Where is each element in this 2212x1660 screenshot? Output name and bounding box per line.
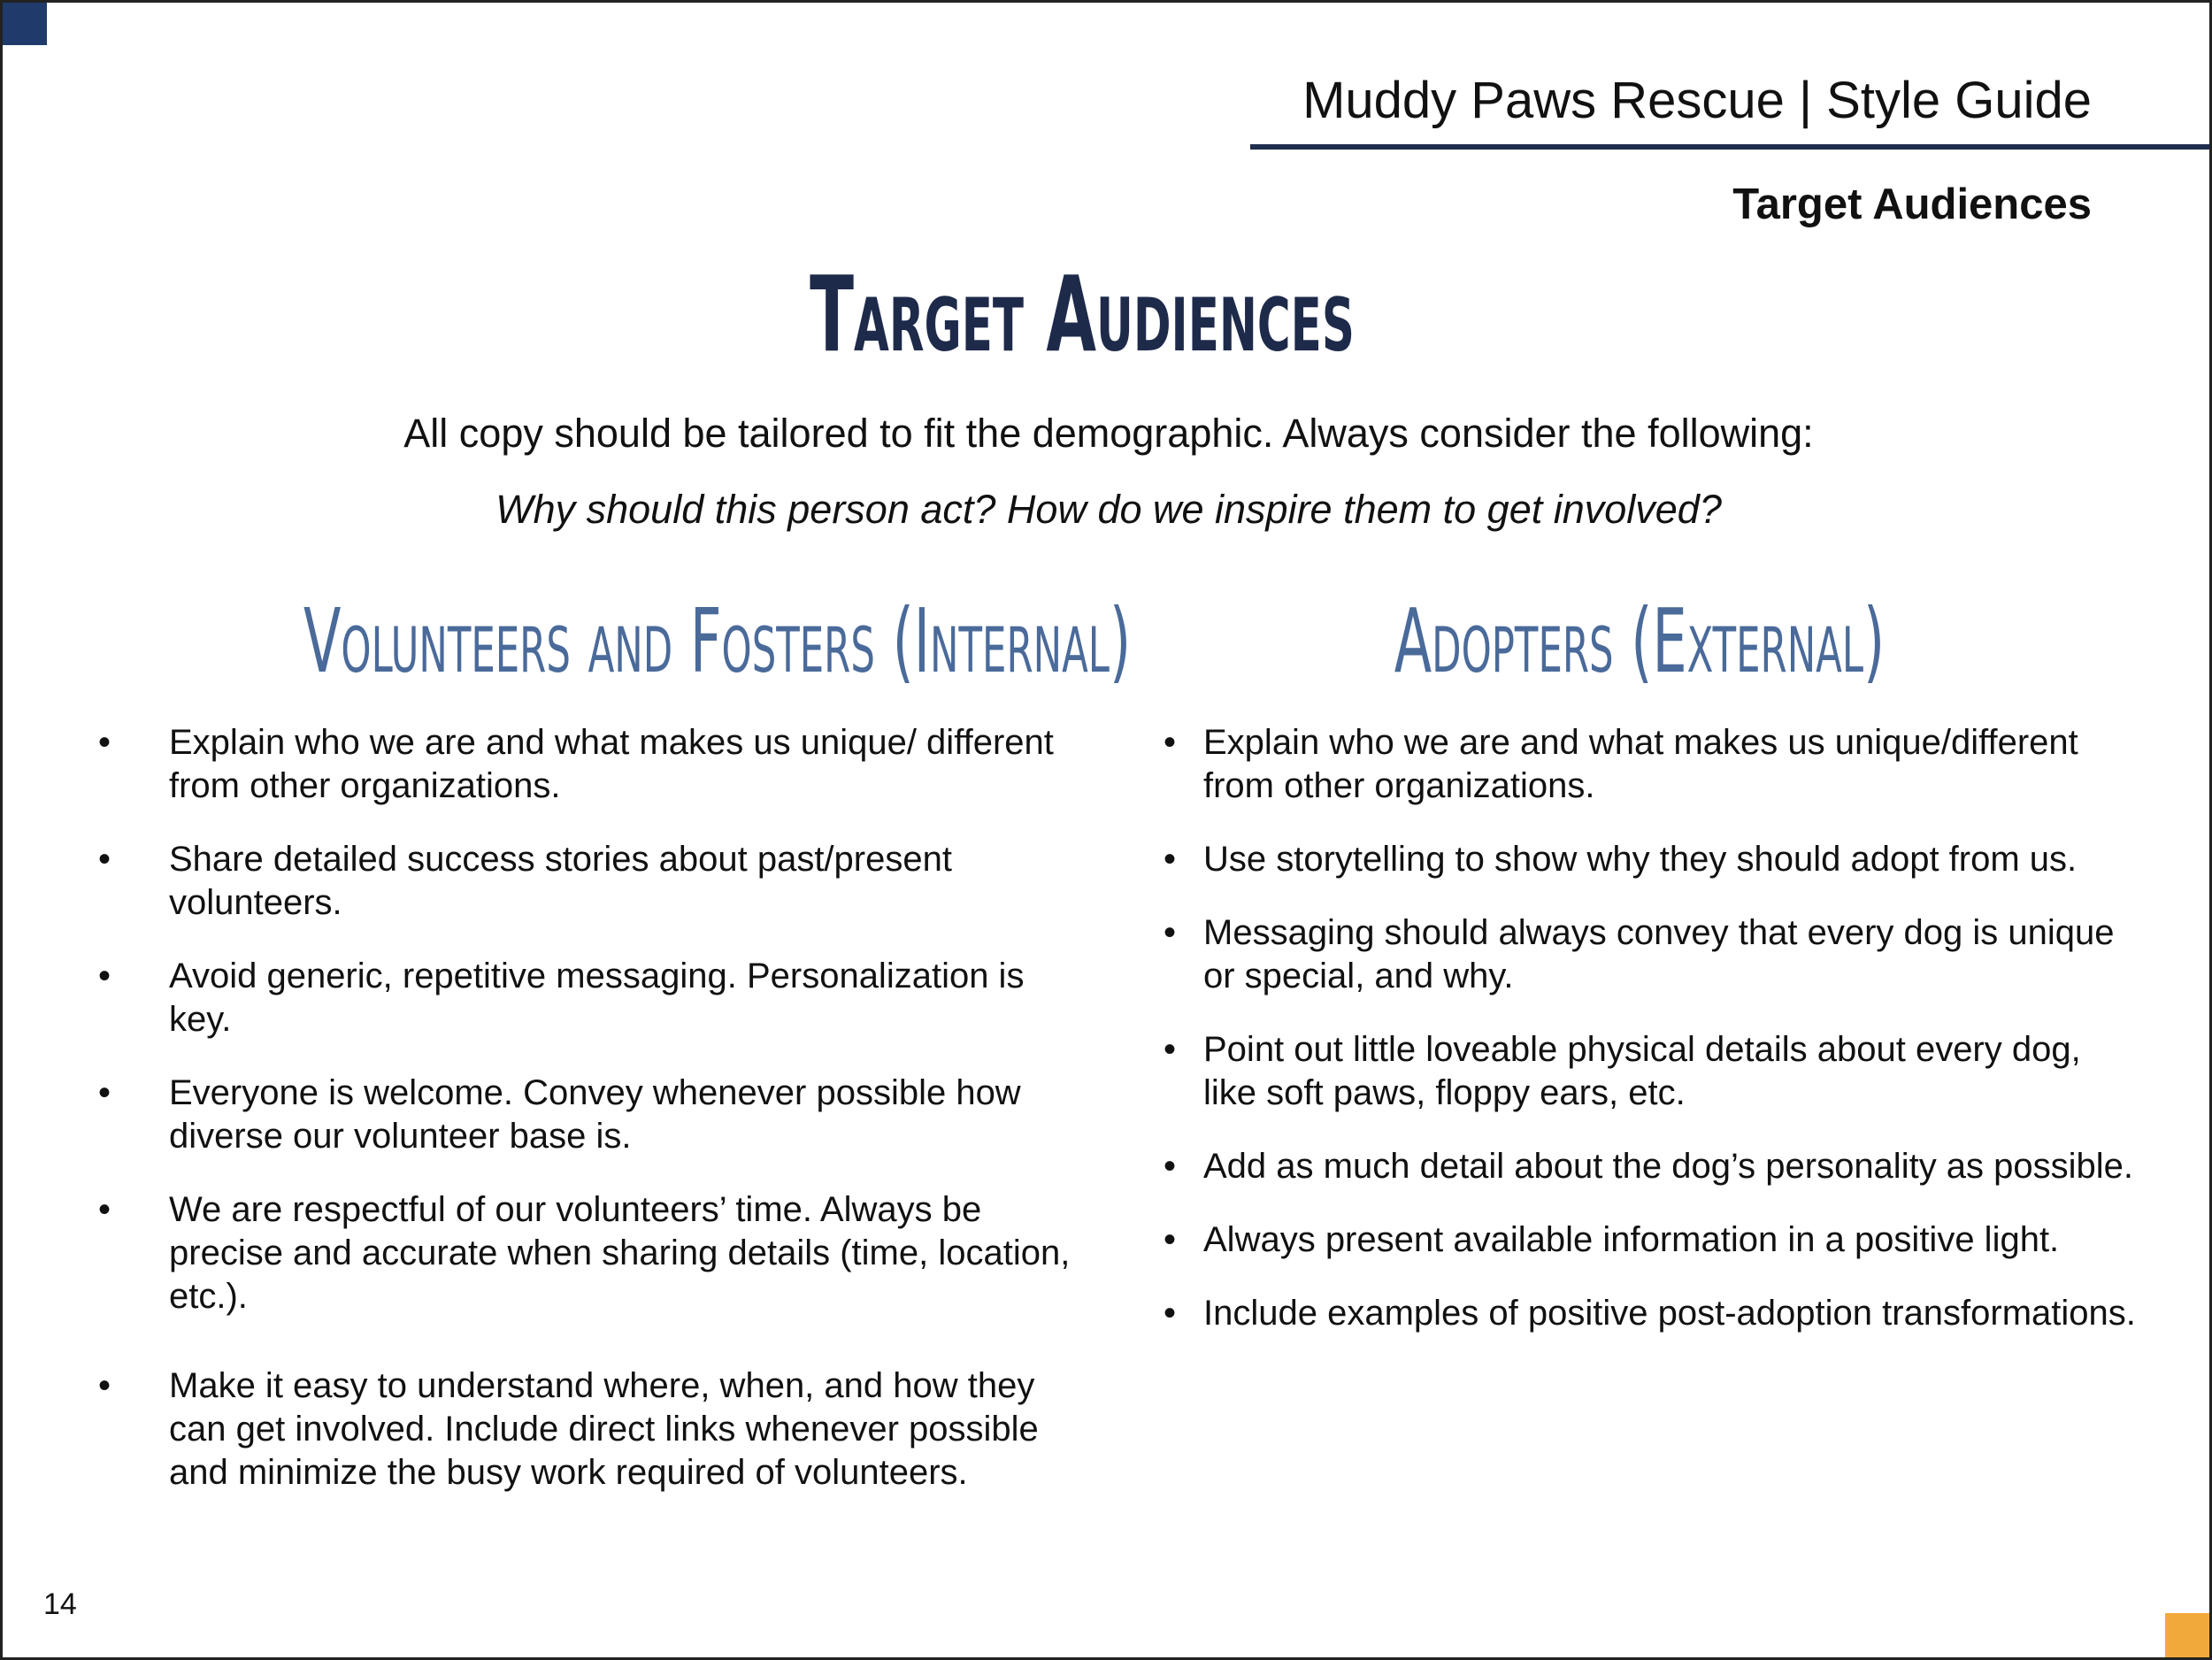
volunteers-column-heading: Volunteers and Fosters (Internal) [303,589,1132,693]
intro-text: All copy should be tailored to fit the demographic. Always consider the following: [403,411,1814,456]
list-item [98,955,1080,1041]
bullet-dot: • [98,957,111,995]
bullet-dot: • [98,1073,111,1112]
bullet-dot: • [98,840,111,879]
document-header-title: Muddy Paws Rescue | Style Guide [1302,72,2092,129]
header-divider-line [1250,144,2209,150]
list-item [98,1364,1080,1495]
list-item [98,1072,1080,1158]
list-item-text: Make it easy to understand where, when, and how they can get involved. Include direct links whenever possible and minimize the busy work required of volunteers. [169,1366,1039,1492]
list-item-text: We are respectful of our volunteers’ time. Always be precise and accurate when sharing details (time, location, etc.). [169,1190,1071,1316]
list-item [1164,1292,2141,1335]
list-item-text: Share detailed success stories about past/present volunteers. [169,840,952,922]
adopters-bullet-list [1164,721,2141,1335]
list-item-text: Explain who we are and what makes us unique/different from other organizations. [1203,723,2078,805]
list-item [1164,838,2141,881]
bullet-dot: • [1164,1294,1177,1333]
list-item-text: Messaging should always convey that every dog is unique or special, and why. [1203,913,2115,995]
list-item [98,838,1080,925]
bullet-dot: • [1164,1147,1177,1186]
list-item [1164,1218,2141,1262]
list-item [98,1188,1080,1318]
bullet-dot: • [98,723,111,762]
guiding-question: Why should this person act? How do we inspire them to get involved? [495,487,1722,532]
volunteers-bullet-list [98,721,1080,1495]
list-item-text: Always present available information in a positive light. [1203,1220,2060,1259]
list-item-text: Point out little loveable physical details about every dog, like soft paws, floppy ears, etc. [1203,1030,2081,1112]
list-item [98,721,1080,808]
orange-corner-square [2165,1613,2209,1657]
bullet-dot: • [98,1366,111,1405]
adopters-column-heading: Adopters (External) [1394,589,1886,693]
page-number: 14 [43,1587,77,1621]
page-title: Target Audiences [810,253,1355,375]
list-item-text: Add as much detail about the dog’s personality as possible. [1203,1147,2134,1186]
bullet-dot: • [1164,723,1177,762]
bullet-dot: • [1164,840,1177,879]
list-item [1164,1145,2141,1188]
list-item-text: Avoid generic, repetitive messaging. Personalization is key. [169,957,1025,1039]
bullet-dot: • [1164,1030,1177,1069]
section-label: Target Audiences [1732,181,2092,228]
list-item-text: Everyone is welcome. Convey whenever possible how diverse our volunteer base is. [169,1073,1021,1156]
bullet-dot: • [98,1190,111,1229]
list-item [1164,911,2141,998]
list-item-text: Include examples of positive post-adoption transformations. [1203,1294,2136,1333]
list-item [1164,1028,2141,1115]
list-item [1164,721,2141,808]
list-item-text: Explain who we are and what makes us unique/ different from other organizations. [169,723,1054,805]
bullet-dot: • [1164,913,1177,952]
list-item-text: Use storytelling to show why they should adopt from us. [1203,840,2078,879]
bullet-dot: • [1164,1220,1177,1259]
navy-corner-square [3,3,47,45]
